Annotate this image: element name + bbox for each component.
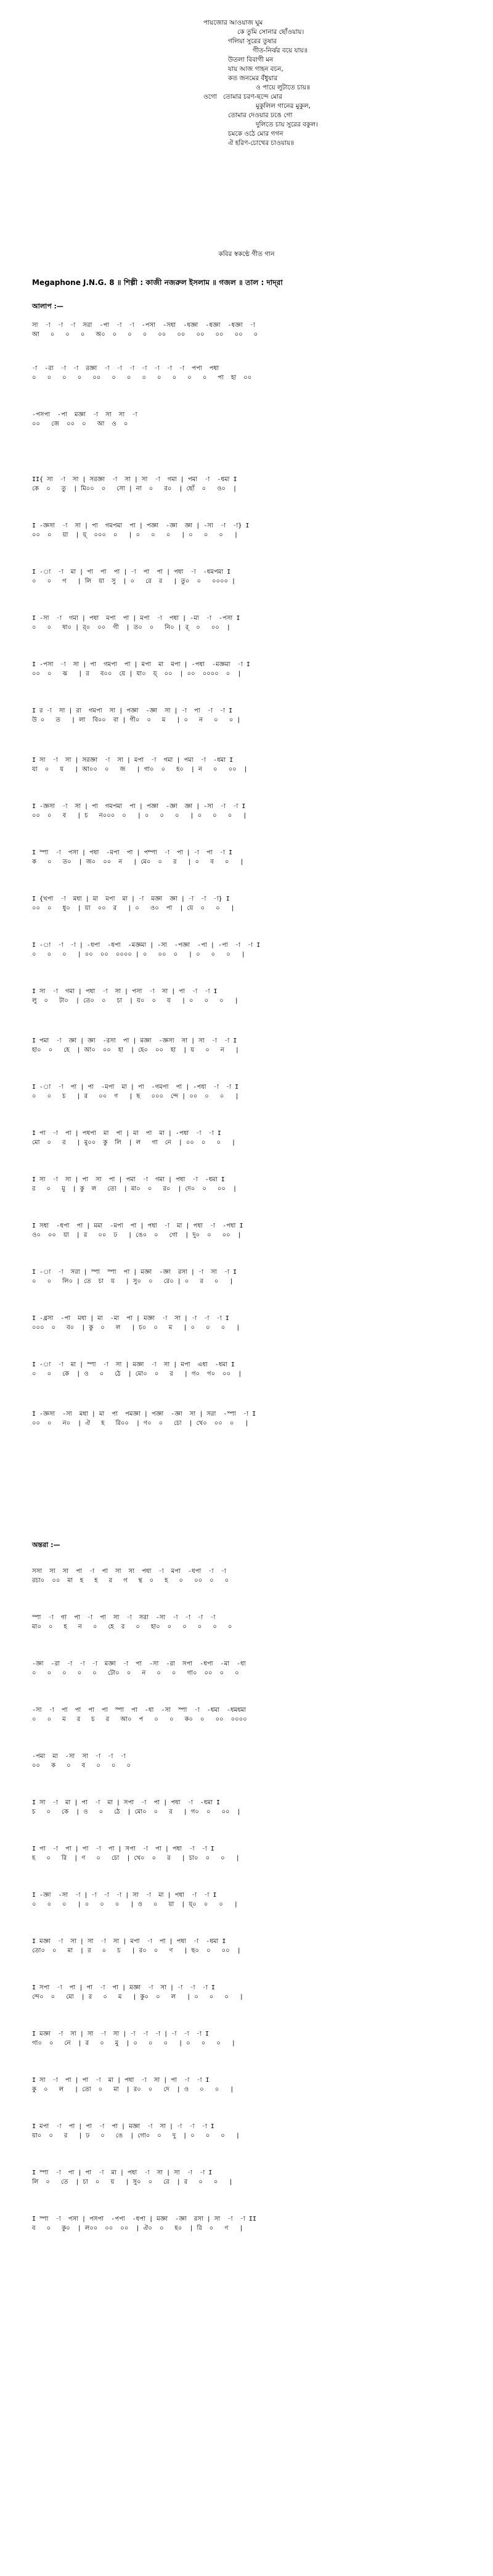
notation-row [32,1360,470,1381]
lyric-line: ০০ ০ য়া | য়্ ০০০ ০ | ০ ০ ০ | ০ ০ ০ | [32,532,238,539]
notation-row [32,1613,470,1634]
lyric-line: ০ ০ ০ ০ ০০ ০ ০ ০ ০ ০ ০ ০ পা হা ০০ [32,374,252,381]
swara-line: I মপা -া পা | পা -া পা | মজ্ঞা -া সা | -া -া -া I [32,2123,214,2130]
lyric-line: গা০ ০ নে | র ০ মু | ০ ০ ০ | ০ ০ ০ | [32,2040,235,2047]
notation-row [32,2122,470,2143]
notation-row [32,1891,470,1912]
notation-row [32,1083,470,1104]
swara-line: -পমা মা -সা সা -া -া -া [32,1753,126,1760]
swara-line: I র -া সা | রা গমপা সা | পজ্ঞা -জ্ঞা সা | -া পা -া -া I [32,708,233,714]
notation-row [32,1706,470,1727]
swara-line: I সা -া গমা | পধা -া সা | পসা -া সা | পা -া -া I [32,988,218,995]
lyric-line: র ০ মু | কু ল তো | মা০ ০ র০ | দে০ ০ ০০ | [32,1186,237,1192]
lyric-line: ০ ০ চ | র ০০ ণ | ছ ০০০ ন্দে | ০০ ০ ০ | [32,1093,239,1100]
lyric-line: ০০ জে ০০ ০ আ ও ০ [32,421,128,427]
notation-row [32,1175,470,1196]
notation-row [32,1752,470,1773]
swara-line: I পা -া পা | পা -া পা | সপা -া পা | পধা -া -া I [32,1846,214,1852]
swara-line: -জ্ঞা -রা -া -া -া মজ্ঞা -া পা -সা -রা সপা -ধপা -মা -ধা [32,1661,246,1667]
lyric-line: ০ ০ ০ | ০ ০ ০ | ও ০ য়া | য়্০ ০ ০ | [32,1901,238,1908]
lyric-line: রচা০ ০০ মা হ হ র গ ন্থ ০ হ ০ ০০ ০ ০ [32,1577,229,1584]
swara-line: I -জ্ঞা -সা -া | -া -া -া | সা -া মা | পধা -া -া I [32,1892,217,1899]
lyric-line: ও০ ০০ য়া | র ০০ ঢ | ঙে০ ০ গো | দু০ ০ ০০ | [32,1232,242,1239]
swara-line: I পা -া পা | পধপা মা পা | মা পা মা | -পধা -া -া I [32,1130,221,1137]
poem-line: কে তুমি সোনার ছোঁওয়ায়। [237,28,304,36]
poem-line: গীত-নির্ঝর বয়ে যায়॥ [253,47,308,54]
notation-area [32,0,470,2467]
poem-line: উতলা বিবাগী মন [228,56,274,64]
poem-line: ঐ হরিণ-চোখের চাওয়ায়॥ [228,139,295,147]
swara-line: I স্পা -া পসা | পধা -মপা পা | পম্পা -া পা | -া পা -া I [32,849,233,856]
lyric-line: ০ ০ গ | লি য়া সু | ০ রে র | তু০ ০ ০০০০ | [32,578,236,585]
notation-row [32,941,470,962]
lyric-line: ০ ০ ম র চ র আ০ প ০ ০ ক০ ০ ০০ ০০০০ [32,1716,247,1723]
swara-line: I মজ্ঞা -া সা | সা -া সা | মপা -া পা | পধা -া -ধমা I [32,1938,226,1945]
swara-line: I -জ্ঞসা -া সা | পা গমপমা পা | পজ্ঞা -জ্ঞা জ্ঞা | -সা -া -া} I [32,522,250,529]
swara-line: I -ধ্রসা -পা মধা | মা -মা পা | মজ্ঞা -া সা | -া -া -া I [32,1315,229,1322]
lyric-line: কে ০ তু | মি০০ ০ সো | না ০ র০ | ছোঁ ০ ও০ | [32,485,237,492]
lyric-line: হ ০ রি | ণ ০ চো | খে০ ০ র | চা০ ০ ০ | [32,1855,240,1862]
lyric-line: চ ০ কে | ও ০ ঠে | মো০ ০ র | গ০ ০ ০০ | [32,1809,241,1815]
lyric-line: ব ০ কু০ | ল০০ ০০ ০০ | ঐ০ ০ হ০ | রি ০ ণ | [32,2225,243,2232]
section-title: কবির স্বকণ্ঠে গীত গান [218,250,275,258]
lyric-line: লু ০ টা০ | তে০ ০ চা | য়০ ০ য় | ০ ০ ০ | [32,997,238,1004]
notation-row [32,2168,470,2189]
antara-label: অন্তরা :— [32,1541,60,1549]
lyric-line: ০ ০ কে | ও ০ ঠে | মো০ ০ র | গ০ গ০ ০০ | [32,1371,242,1377]
poem-line: দুলিতে চায় সুরের বকুল। [256,121,318,128]
notation-row [32,1937,470,1958]
notation-row [32,364,470,385]
lyric-line: ০০ ০ ধু০ | য়া ০০ র | ০ ও০ পা | য়ে ০ ০ | [32,905,235,912]
notation-row [32,1129,470,1150]
lyric-line: যা ০ য় | আ০০ ০ জ | গা০ ০ হ০ | ন ০ ০০ | [32,766,248,773]
swara-line: I স্পা -া পসা | পসপা -পপা -ধপা | মজ্ঞা -জ্ঞা রসা | সা -া -া II [32,2216,256,2223]
notation-row [32,706,470,727]
swara-line: I সা -া মা | পা -া মা | সপা -া পা | পধা -া -ধমা I [32,1799,220,1806]
swara-line: I সা -া সা | পা সা পা | পমা -া গমা | পধা -া -ধমা I [32,1176,225,1183]
notation-row [32,1567,470,1588]
notation-row [32,848,470,869]
notation-row [32,1798,470,1819]
swara-line: I সা -া সা | সরজ্ঞা -া সা | মপা -া গমা | পমা -া -ধমা I [32,757,234,764]
notation-row [32,1983,470,2004]
lyric-line: লি ০ তে | চা ০ য় | সু০ ০ রে | র ০ ০ | [32,2179,233,2186]
swara-line: I -সা -া গমা | পধা মপা পা | মপা -া পধা | -মা -া -পসা I [32,615,240,622]
swara-line: I -া -া -া | -ধপা -ধপা -মজ্ঞমা | -সা -পজ্ঞা -পা | -পা -া -া I [32,942,261,949]
swara-line: I সধা -ধপা পা | মমা -মপা পা | পধা -া মা | পধা -া -পধা I [32,1223,243,1229]
swara-line: I -া -া সরা | স্পা স্পা পা | মজ্ঞা -জ্ঞা রসা | -া সা -া I [32,1269,237,1276]
notation-row [32,1410,470,1430]
notation-row [32,1268,470,1289]
poem-line: চমকে ওঠে মোর গগন [228,130,283,138]
swara-line: স্পা -া গা পা -া পা সা -া সরা -সা -া -া -া -া [32,1614,216,1621]
record-header: Megaphone J.N.G. 8 ॥ শিল্পী : কাজী নজরুল ইসলাম ॥ গজল ॥ তাল : দাদ্‌রা [32,278,283,287]
notation-row [32,894,470,915]
notation-row [32,1221,470,1242]
swara-line: I মজ্ঞা -া সা | সা -া সা | -া -া -া | -া -া -া I [32,2031,209,2037]
swara-line: -পসপা -পা মজ্ঞা -া সা সা -া [32,411,137,418]
swara-line: -া -রা -া -া রজ্ঞা -া -া -া -া -া -া -া পপা পধা [32,365,219,372]
swara-line: সা -া -া -া সরা -পা -া -া -পসা -সধা -ধজ্ঞা -ধজ্ঞা -ধজ্ঞা -া [32,322,255,329]
lyric-line: ০ ০ ০ ০ ০ টো০ ০ ন ০ ০ গা০ ০০ ০ ০ [32,1670,239,1677]
notation-row [32,660,470,681]
poem-line: যায় আজ গাহন বচন, [228,65,283,73]
poem-line: পায়জাের আওয়াজ ঘুম [203,19,263,27]
lyric-line: ০০ ০ ন০ | ঐ হ রি০০ | ণ০ ০ চো | খে০ ০০ ০ | [32,1420,249,1427]
notation-row [32,521,470,542]
notation-row [32,1036,470,1057]
notation-row [32,1314,470,1335]
swara-line: I -া -া মা | স্পা -া সা | মজ্ঞা -া সা | মপা এধা -ধমা I [32,1361,235,1368]
lyric-line: ০০ ক ০ ব ০ ০ ০ [32,1762,131,1769]
swara-line: I সপা -া পা | পা -া পা | মজ্ঞা -া সা | -া -া -া I [32,1984,215,1991]
lyric-line: ০ ০ লি০ | তে চা য় | সু০ ০ রে০ | ০ র ০ | [32,1278,234,1285]
swara-line: I স্পা -া পা | পা -া মা | পধা -া সা | সা -া -া I [32,2169,213,2176]
notation-row [32,568,470,588]
notation-row [32,2029,470,2050]
swara-line: I -জ্ঞসা -সা মধা | মা পা পমজ্ঞা | পজ্ঞা -জ্ঞা সা | সরা -স্পা -া I [32,1411,256,1418]
lyric-line: মো ০ র | মু০০ কু লি | ল গা নে | ০০ ০ ০ | [32,1139,236,1146]
swara-line: I পমা -া জ্ঞা | জ্ঞা -রসা পা | মজ্ঞা -জ্ঞসা সা | সা -া -া I [32,1038,237,1044]
lyric-line: ০০ ০ ঝ | র ব০০ য়ে | যা০ য়্ ০০ | ০০ ০০০০ ০ | [32,671,242,677]
notation-row [32,802,470,823]
lyric-line: আ ০ ০ ০ অ০ ০ ০ ০ ০০ ০০ ০০ ০০ ০০ ০ [32,331,258,338]
notation-row [32,756,470,777]
swara-line: I {খপা -া মধা | মা মপা মা | -া মজ্ঞা জ্ঞা | -া -া -া} I [32,896,230,902]
notation-row [32,1659,470,1680]
lyric-line: হা০ ০ হে | আ০ ০০ হা | হে০ ০০ হা | য় ০ ন | [32,1047,239,1054]
poem-line: গলিয়া সুরের তুষার [228,38,277,45]
swara-line: I সা -া পা | পা -া মা | পধা -া সা | পা -া -া I [32,2077,210,2084]
notation-row [32,475,470,496]
notation-row [32,2076,470,2097]
lyric-line: ০০০ ০ ব০ | কু ০ ল | চ০ ০ ম | ০ ০ ০ | [32,1324,240,1331]
swara-line: I -া -া পা | পা -মপা মা | পা -গমপা পা | -পধা -া -া I [32,1084,239,1091]
swara-line: সসা সা সা পা -া পা সা সা পধা -া মপা -ধপা -া -া [32,1568,226,1575]
poem-line: ও পায়ে লুটাতে চায়॥ [256,84,310,91]
lyric-line: ০ ০ ০ | ০০ ০০ ০০০০ | ০ ০০ ০ | ০ ০ ০ | [32,951,245,958]
poem-line: মুকুলিল গানের মুকুল, [256,102,311,110]
lyric-line: য়া০ ০ র | ঢ ০ ঙে | গো০ ০ দু | ০ ০ ০ | [32,2132,240,2139]
swara-line: -সা -া পা পা পা পা স্পা পা -ধা -সা স্পা -া -ধমা -ধমধমা [32,1707,246,1714]
lyric-line: ক ০ ত০ | জ০ ০০ ন | মে০ ০ র | ০ ব ০ | [32,859,244,865]
swara-line: II{ সা -া সা | সরজ্ঞা -া সা | সা -া গমা | পমা -া -ধমা I [32,476,237,483]
lyric-line: তো০ ০ মা | র ০ চ | র০ ০ ণ | ছ০ ০ ০০ | [32,1947,241,1954]
notation-row [32,321,470,342]
swara-line: I -া -া মা | পা পা পা | -া পা পা | পধা -া -ধমপমা I [32,569,231,576]
swara-line: I -জ্ঞসা -া সা | পা গমপমা পা | পজ্ঞা -জ্ঞা জ্ঞা | -সা -া -া I [32,803,246,810]
lyric-line: ০ ০ ষা০ | র্০ ০০ গী | ত০ ০ নি০ | র্ ০ ০০ | [32,624,230,631]
lyric-line: কু ০ ল | তো ০ মা | র০ ০ দে | ও ০ ০ | [32,2086,234,2093]
poem-line: কত জনমের বঁধুয়ার [228,75,278,82]
notation-row [32,410,470,431]
poem-line: তোমার দেওয়ার ঢঙে গো [228,112,293,119]
notation-row [32,1844,470,1865]
lyric-line: মা০ ০ হ ন ০ হে র ০ হা০ ০ ০ ০ ০ ০ [32,1624,232,1630]
poem-line: ওগো তোমার চরণ-ছন্দে মোর [203,93,282,101]
swara-line: I -পসা -া সা | পা গমপা পা | মপা মা মপা | -পধা -মজ্ঞমা -া I [32,661,250,668]
lyric-line: ন্দে০ ০ মো | র ০ ম | কু০ ০ ল | ০ ০ ০ | [32,1994,243,2000]
notation-row [32,2215,470,2235]
notation-row [32,987,470,1008]
notation-row [32,614,470,635]
alap-label: আলাপ :— [32,302,63,310]
lyric-line: উ ০ ত | লা বি০০ বা | গী০ ০ ম | ০ ন ০ ০ | [32,717,241,724]
lyric-line: ০০ ০ ব | চ ন০০০ ০ | ০ ০ ০ | ০ ০ ০ | [32,812,247,819]
